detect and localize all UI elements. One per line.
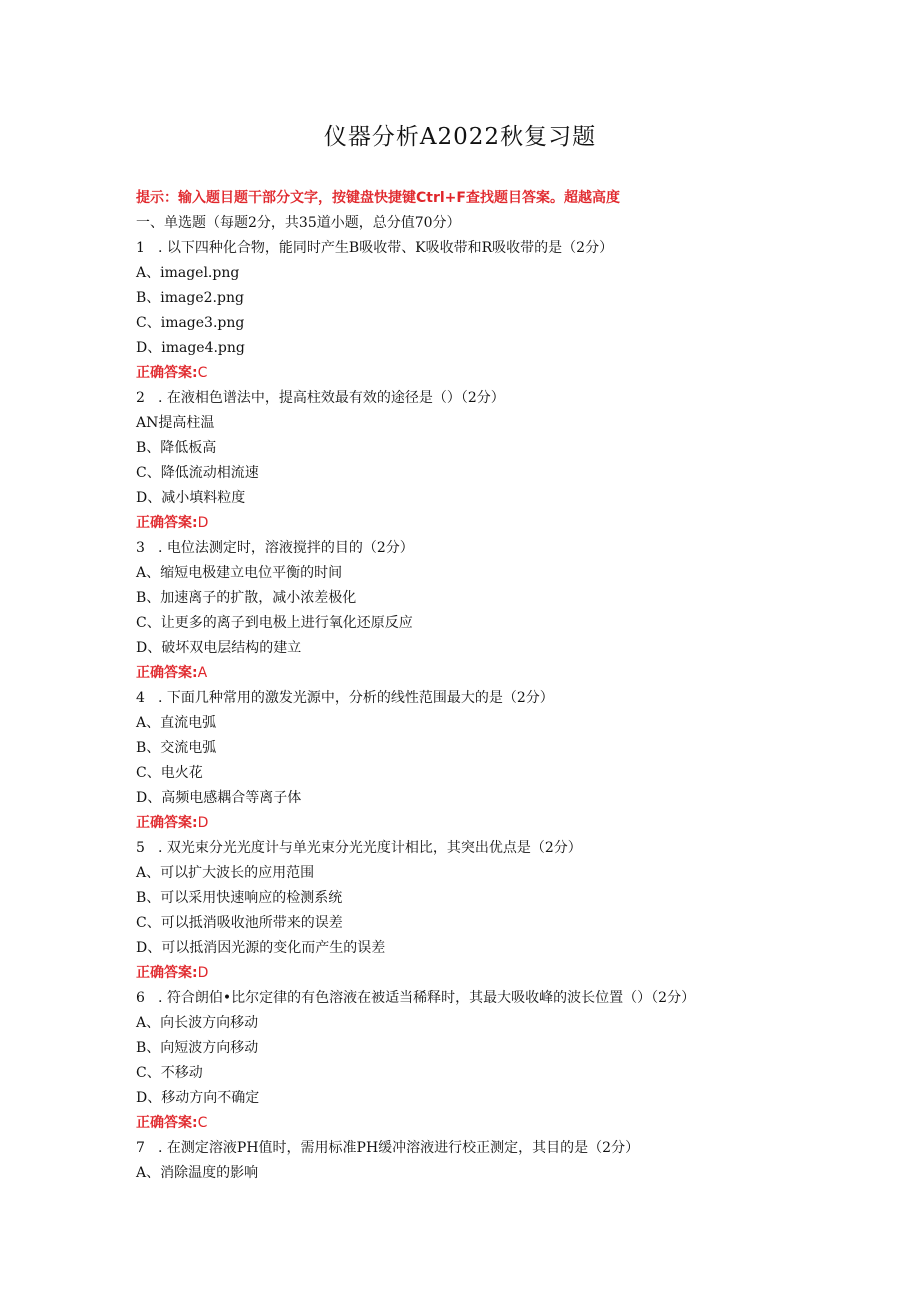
option-b: B、可以采用快速响应的检测系统 <box>136 890 343 906</box>
question-number: 7 <box>136 1140 145 1156</box>
answer-value: A <box>197 665 208 681</box>
option-d: D、破坏双电层结构的建立 <box>136 640 302 656</box>
option-b: B、向短波方向移动 <box>136 1040 259 1056</box>
answer-label: 正确答案: <box>136 365 198 381</box>
correct-answer <box>136 811 836 836</box>
option-c: C、降低流动相流速 <box>136 465 259 481</box>
option-a: AN提高柱温 <box>136 415 215 431</box>
question-number: 2 <box>136 390 145 406</box>
question-1 <box>136 236 836 386</box>
option-c: C、image3.png <box>136 315 245 331</box>
answer-value: C <box>197 365 208 381</box>
option-a: A、可以扩大波长的应用范围 <box>136 865 315 881</box>
question-text: . 以下四种化合物，能同时产生B吸收带、K吸收带和R吸收带的是（2分） <box>158 240 614 256</box>
question-2 <box>136 386 836 536</box>
question-number: 6 <box>136 990 145 1006</box>
question-stem <box>136 386 836 411</box>
option-d: D、减小填料粒度 <box>136 490 246 506</box>
option-a: A、向长波方向移动 <box>136 1015 259 1031</box>
answer-label: 正确答案: <box>136 815 198 831</box>
question-stem <box>136 686 836 711</box>
option-d: D、移动方向不确定 <box>136 1090 260 1106</box>
option-d: D、可以抵消因光源的变化而产生的误差 <box>136 940 386 956</box>
option-a: A、消除温度的影响 <box>136 1165 259 1181</box>
question-number: 3 <box>136 540 145 556</box>
option-c: C、可以抵消吸收池所带来的误差 <box>136 915 343 931</box>
question-text: . 下面几种常用的激发光源中，分析的线性范围最大的是（2分） <box>158 690 554 706</box>
document-body <box>136 186 836 1186</box>
question-6 <box>136 986 836 1136</box>
answer-label: 正确答案: <box>136 665 198 681</box>
option-c: C、电火花 <box>136 765 203 781</box>
correct-answer <box>136 961 836 986</box>
answer-value: D <box>197 515 209 531</box>
question-number: 1 <box>136 240 145 256</box>
question-number: 4 <box>136 690 145 706</box>
question-stem <box>136 836 836 861</box>
question-stem <box>136 1136 836 1161</box>
question-5 <box>136 836 836 986</box>
question-7 <box>136 1136 836 1186</box>
option-a: A、缩短电极建立电位平衡的时间 <box>136 565 343 581</box>
option-d: D、image4.png <box>136 340 245 356</box>
option-b: B、加速离子的扩散，减小浓差极化 <box>136 590 357 606</box>
option-c: C、让更多的离子到电极上进行氧化还原反应 <box>136 615 413 631</box>
question-text: . 双光束分光光度计与单光束分光光度计相比，其突出优点是（2分） <box>158 840 582 856</box>
question-number: 5 <box>136 840 145 856</box>
question-3 <box>136 536 836 686</box>
option-b: B、交流电弧 <box>136 740 217 756</box>
option-a: A、imagel.png <box>136 265 240 281</box>
correct-answer <box>136 361 836 386</box>
answer-label: 正确答案: <box>136 965 198 981</box>
section-heading: 一、单选题（每题2分，共35道小题，总分值70分） <box>136 215 461 231</box>
answer-value: C <box>197 1115 208 1131</box>
search-hint: 提示：输入题目题干部分文字，按键盘快捷键Ctrl+F查找题目答案。超越高度 <box>136 190 620 206</box>
question-text: . 电位法测定时，溶液搅拌的目的（2分） <box>158 540 414 556</box>
option-b: B、image2.png <box>136 290 244 306</box>
answer-value: D <box>197 965 209 981</box>
answer-value: D <box>197 815 209 831</box>
correct-answer <box>136 661 836 686</box>
question-text: . 在测定溶液PH值时，需用标准PH缓冲溶液进行校正测定，其目的是（2分） <box>158 1140 640 1156</box>
question-stem <box>136 236 836 261</box>
option-c: C、不移动 <box>136 1065 203 1081</box>
correct-answer <box>136 511 836 536</box>
answer-label: 正确答案: <box>136 515 198 531</box>
page-title: 仪器分析A2022秋复习题 <box>323 124 597 150</box>
answer-label: 正确答案: <box>136 1115 198 1131</box>
option-a: A、直流电弧 <box>136 715 217 731</box>
question-stem <box>136 986 836 1011</box>
question-stem <box>136 536 836 561</box>
question-text: . 符合朗伯•比尔定律的有色溶液在被适当稀释时，其最大吸收峰的波长位置（）（2分） <box>158 990 696 1006</box>
option-b: B、降低板高 <box>136 440 217 456</box>
question-text: . 在液相色谱法中，提高柱效最有效的途径是（）（2分） <box>158 390 505 406</box>
option-d: D、高频电感耦合等离子体 <box>136 790 302 806</box>
correct-answer <box>136 1111 836 1136</box>
question-4 <box>136 686 836 836</box>
